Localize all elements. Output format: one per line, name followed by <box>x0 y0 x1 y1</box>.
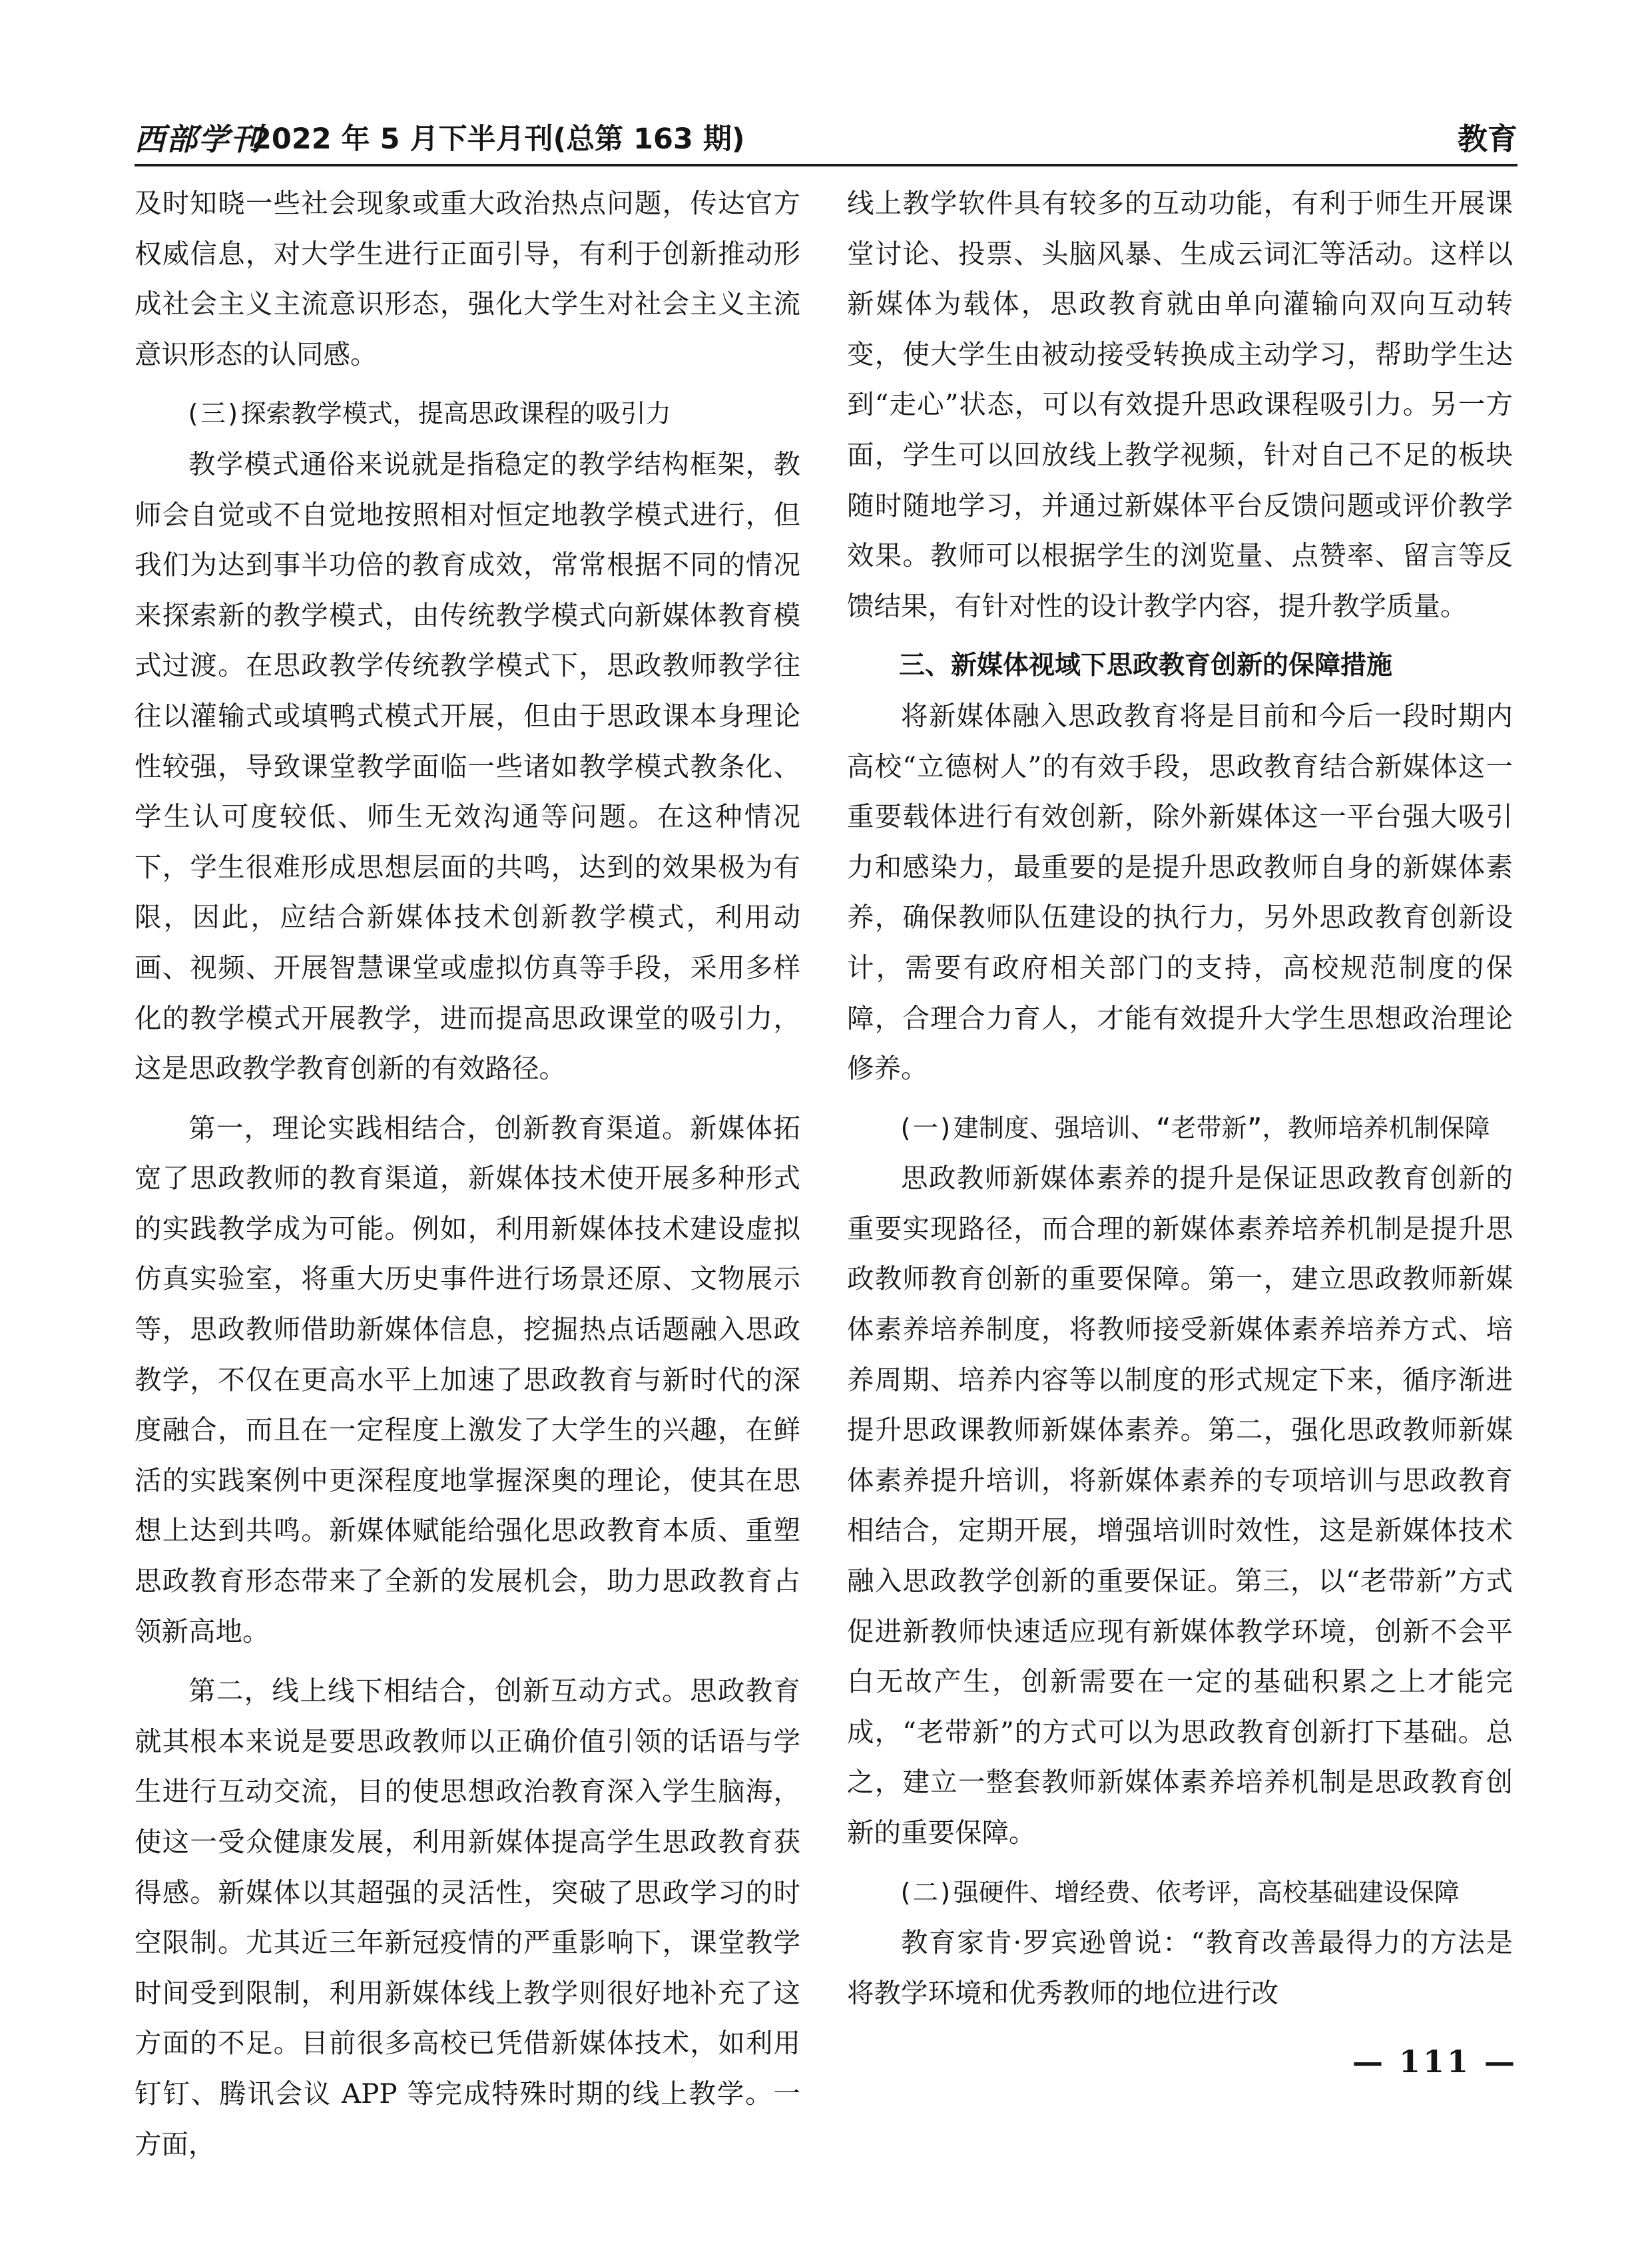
paragraph-continued: 及时知晓一些社会现象或重大政治热点问题，传达官方权威信息，对大学生进行正面引导，有利于创新推动形成社会主义主流意识形态，强化大学生对社会主义主流意识形态的认同感。 <box>135 187 800 370</box>
subsection-heading: (一)建制度、强培训、“老带新”，教师培养机制保障 <box>898 1113 1490 1143</box>
right-column <box>847 178 1513 2023</box>
header-rule <box>135 164 1517 166</box>
subsection-heading: (二)强硬件、增经费、依考评，高校基础建设保障 <box>898 1877 1460 1907</box>
running-header <box>135 119 1517 160</box>
left-column <box>135 178 800 2160</box>
section-heading: 三、新媒体视域下思政教育创新的保障措施 <box>899 651 1393 681</box>
section-name: 教育 <box>1457 121 1517 156</box>
paragraph: 教学模式通俗来说就是指稳定的教学结构框架，教师会自觉或不自觉地按照相对恒定地教学模式进行，但我们为达到事半功倍的教育成效，常常根据不同的情况来探索新的教学模式，由传统教学模式向新媒体教育模式过渡。在思政教学传统教学模式下，思政教师教学往往以灌输式或填鸭式模式开展，但由于思政课本身理论性较强，导致课堂教学面临一些诸如教学模式教条化、学生认可度较低、师生无效沟通等问题。在这种情况下，学生很难形成思想层面的共鸣，达到的效果极为有限，因此，应结合新媒体技术创新教学模式，利用动画、视频、开展智慧课堂或虚拟仿真等手段，采用多样化的教学模式开展教学，进而提高思政课堂的吸引力，这是思政教学教育创新的有效路径。 <box>135 447 800 1085</box>
paragraph: 将新媒体融入思政教育将是目前和今后一段时期内高校“立德树人”的有效手段，思政教育结合新媒体这一重要载体进行有效创新，除外新媒体这一平台强大吸引力和感染力，最重要的是提升思政教师自身的新媒体素养，确保教师队伍建设的执行力，另外思政教育创新设计，需要有政府相关部门的支持，高校规范制度的保障，合理合力育人，才能有效提升大学生思想政治理论修养。 <box>847 699 1513 1085</box>
page-number: — 111 — <box>1352 2044 1517 2080</box>
paragraph: 教育家肯·罗宾逊曾说：“教育改善最得力的方法是将教学环境和优秀教师的地位进行改 <box>847 1926 1513 2009</box>
paragraph: 思政教师新媒体素养的提升是保证思政教育创新的重要实现路径，而合理的新媒体素养培养机制是提升思政教师教育创新的重要保障。第一，建立思政教师新媒体素养培养制度，将教师接受新媒体素养培养方式、培养周期、培养内容等以制度的形式规定下来，循序渐进提升思政课教师新媒体素养。第二，强化思政教师新媒体素养提升培训，将新媒体素养的专项培训与思政教育相结合，定期开展，增强培训时效性，这是新媒体技术融入思政教学创新的重要保证。第三，以“老带新”方式促进新教师快速适应现有新媒体教学环境，创新不会平白无故产生，创新需要在一定的基础积累之上才能完成，“老带新”的方式可以为思政教育创新打下基础。总之，建立一整套教师新媒体素养培养机制是思政教育创新的重要保障。 <box>847 1162 1513 1848</box>
journal-logo: 西部学刊 <box>135 121 262 157</box>
subsection-heading: (三)探索教学模式，提高思政课程的吸引力 <box>185 399 671 429</box>
issue-info: 2022 年 5 月下半月刊(总第 163 期) <box>252 123 745 156</box>
paragraph: 第一，理论实践相结合，创新教育渠道。新媒体拓宽了思政教师的教育渠道，新媒体技术使开展多种形式的实践教学成为可能。例如，利用新媒体技术建设虚拟仿真实验室，将重大历史事件进行场景还原、文物展示等，思政教师借助新媒体信息，挖掘热点话题融入思政教学，不仅在更高水平上加速了思政教育与新时代的深度融合，而且在一定程度上激发了大学生的兴趣，在鲜活的实践案例中更深程度地掌握深奥的理论，使其在思想上达到共鸣。新媒体赋能给强化思政教育本质、重塑思政教育形态带来了全新的发展机会，助力思政教育占领新高地。 <box>135 1111 800 1647</box>
paragraph-continued: 线上教学软件具有较多的互动功能，有利于师生开展课堂讨论、投票、头脑风暴、生成云词汇等活动。这样以新媒体为载体，思政教育就由单向灌输向双向互动转变，使大学生由被动接受转换成主动学习，帮助学生达到“走心”状态，可以有效提升思政课程吸引力。另一方面，学生可以回放线上教学视频，针对自己不足的板块随时随地学习，并通过新媒体平台反馈问题或评价教学效果。教师可以根据学生的浏览量、点赞率、留言等反馈结果，有针对性的设计教学内容，提升教学质量。 <box>847 187 1513 622</box>
paragraph: 第二，线上线下相结合，创新互动方式。思政教育就其根本来说是要思政教师以正确价值引领的话语与学生进行互动交流，目的使思想政治教育深入学生脑海，使这一受众健康发展，利用新媒体提高学生思政教育获得感。新媒体以其超强的灵活性，突破了思政学习的时空限制。尤其近三年新冠疫情的严重影响下，课堂教学时间受到限制，利用新媒体线上教学则很好地补充了这方面的不足。目前很多高校已凭借新媒体技术，如利用钉钉、腾讯会议 APP 等完成特殊时期的线上教学。一方面， <box>135 1675 800 2160</box>
